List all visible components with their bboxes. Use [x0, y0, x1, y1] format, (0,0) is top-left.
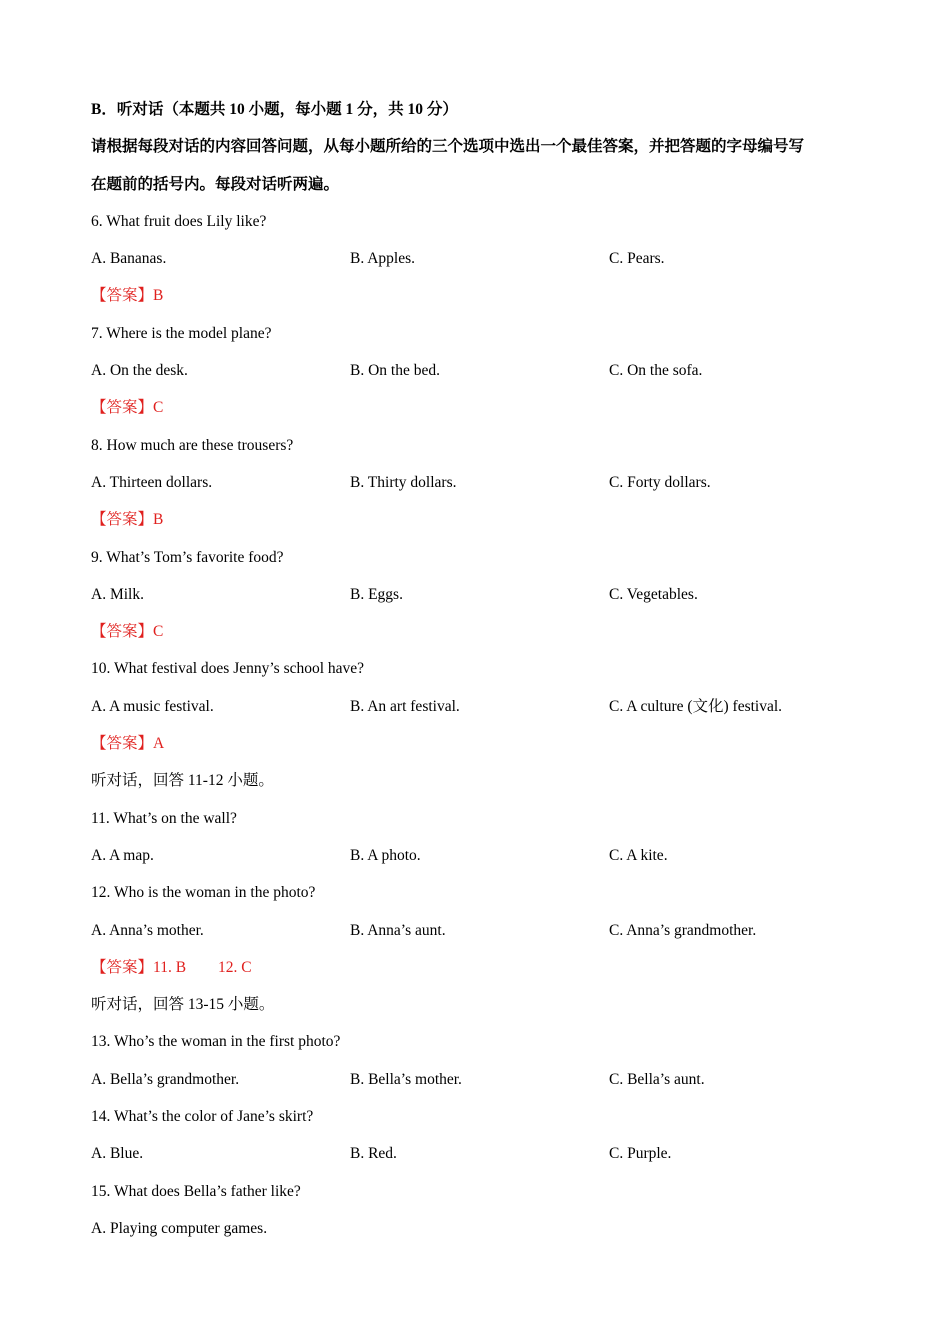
answer-prefix: 【答案】: [91, 958, 154, 976]
question-7: 7. Where is the model plane?: [91, 324, 272, 342]
options-7: [91, 357, 871, 394]
option-c: C. On the sofa.: [609, 362, 703, 380]
option-b: B. Eggs.: [350, 585, 403, 603]
option-a: A. Bella’s grandmother.: [91, 1070, 240, 1088]
question-15: 15. What does Bella’s father like?: [91, 1182, 301, 1200]
options-15: [91, 1215, 871, 1252]
option-c: C. A culture (文化) festival.: [609, 697, 783, 715]
answer-value: C: [153, 623, 164, 641]
answer-value: A: [153, 735, 165, 753]
answer-prefix: 【答案】: [91, 287, 154, 305]
option-b: B. Apples.: [350, 250, 416, 268]
option-a: A. On the desk.: [91, 362, 188, 380]
question-13: 13. Who’s the woman in the first photo?: [91, 1033, 341, 1051]
option-b: B. Bella’s mother.: [350, 1070, 462, 1088]
answer-prefix: 【答案】: [91, 511, 154, 529]
answer-8: [91, 506, 871, 543]
option-a: A. Thirteen dollars.: [91, 473, 213, 491]
group-intro-11-12: 听对话，回答 11-12 小题。: [91, 772, 274, 790]
answer-value: B: [153, 287, 164, 305]
question-8: 8. How much are these trousers?: [91, 436, 294, 454]
option-c: C. A kite.: [609, 846, 668, 864]
document-page: [91, 96, 871, 1252]
answer-value-12: 12. C: [218, 958, 252, 976]
question-10: 10. What festival does Jenny’s school have?: [91, 660, 365, 678]
option-c: C. Pears.: [609, 250, 665, 268]
option-a: A. Milk.: [91, 585, 144, 603]
option-b: B. A photo.: [350, 846, 421, 864]
options-9: [91, 581, 871, 618]
options-14: [91, 1140, 871, 1177]
options-6: [91, 245, 871, 282]
option-b: B. Thirty dollars.: [350, 473, 457, 491]
answer-6: [91, 282, 871, 319]
option-a: A. Bananas.: [91, 250, 167, 268]
answer-prefix: 【答案】: [91, 399, 154, 417]
options-10: [91, 693, 871, 730]
answer-7: [91, 394, 871, 431]
instruction-line-1: 请根据每段对话的内容回答问题，从每小题所给的三个选项中选出一个最佳答案，并把答题的字母编号写: [91, 138, 805, 156]
answer-value: C: [153, 399, 164, 417]
option-b: B. Anna’s aunt.: [350, 921, 446, 939]
options-13: [91, 1066, 871, 1103]
option-c: C. Bella’s aunt.: [609, 1070, 705, 1088]
section-heading: B．听对话（本题共 10 小题，每小题 1 分，共 10 分）: [91, 101, 458, 118]
answer-prefix: 【答案】: [91, 735, 154, 753]
instruction-line-2: 在题前的括号内。每段对话听两遍。: [91, 175, 340, 193]
option-b: B. An art festival.: [350, 697, 460, 715]
answer-10: [91, 730, 871, 767]
options-8: [91, 469, 871, 506]
option-a: A. Anna’s mother.: [91, 921, 204, 939]
option-a: A. A music festival.: [91, 697, 214, 715]
question-11: 11. What’s on the wall?: [91, 809, 237, 827]
question-6: 6. What fruit does Lily like?: [91, 212, 267, 230]
option-a: A. Blue.: [91, 1145, 144, 1163]
option-c: C. Purple.: [609, 1145, 672, 1163]
options-11: [91, 842, 871, 879]
option-a: A. Playing computer games.: [91, 1219, 268, 1237]
answer-value: B: [153, 511, 164, 529]
option-c: C. Anna’s grandmother.: [609, 921, 757, 939]
option-b: B. On the bed.: [350, 362, 440, 380]
answer-11-12: [91, 954, 871, 991]
group-intro-13-15: 听对话，回答 13-15 小题。: [91, 996, 275, 1014]
question-9: 9. What’s Tom’s favorite food?: [91, 548, 284, 566]
option-c: C. Vegetables.: [609, 585, 698, 603]
option-c: C. Forty dollars.: [609, 473, 711, 491]
question-12: 12. Who is the woman in the photo?: [91, 884, 316, 902]
options-12: [91, 917, 871, 954]
option-b: B. Red.: [350, 1145, 397, 1163]
answer-9: [91, 618, 871, 655]
option-a: A. A map.: [91, 846, 154, 864]
question-14: 14. What’s the color of Jane’s skirt?: [91, 1108, 314, 1126]
answer-value-11: 11. B: [153, 958, 187, 976]
answer-prefix: 【答案】: [91, 623, 154, 641]
